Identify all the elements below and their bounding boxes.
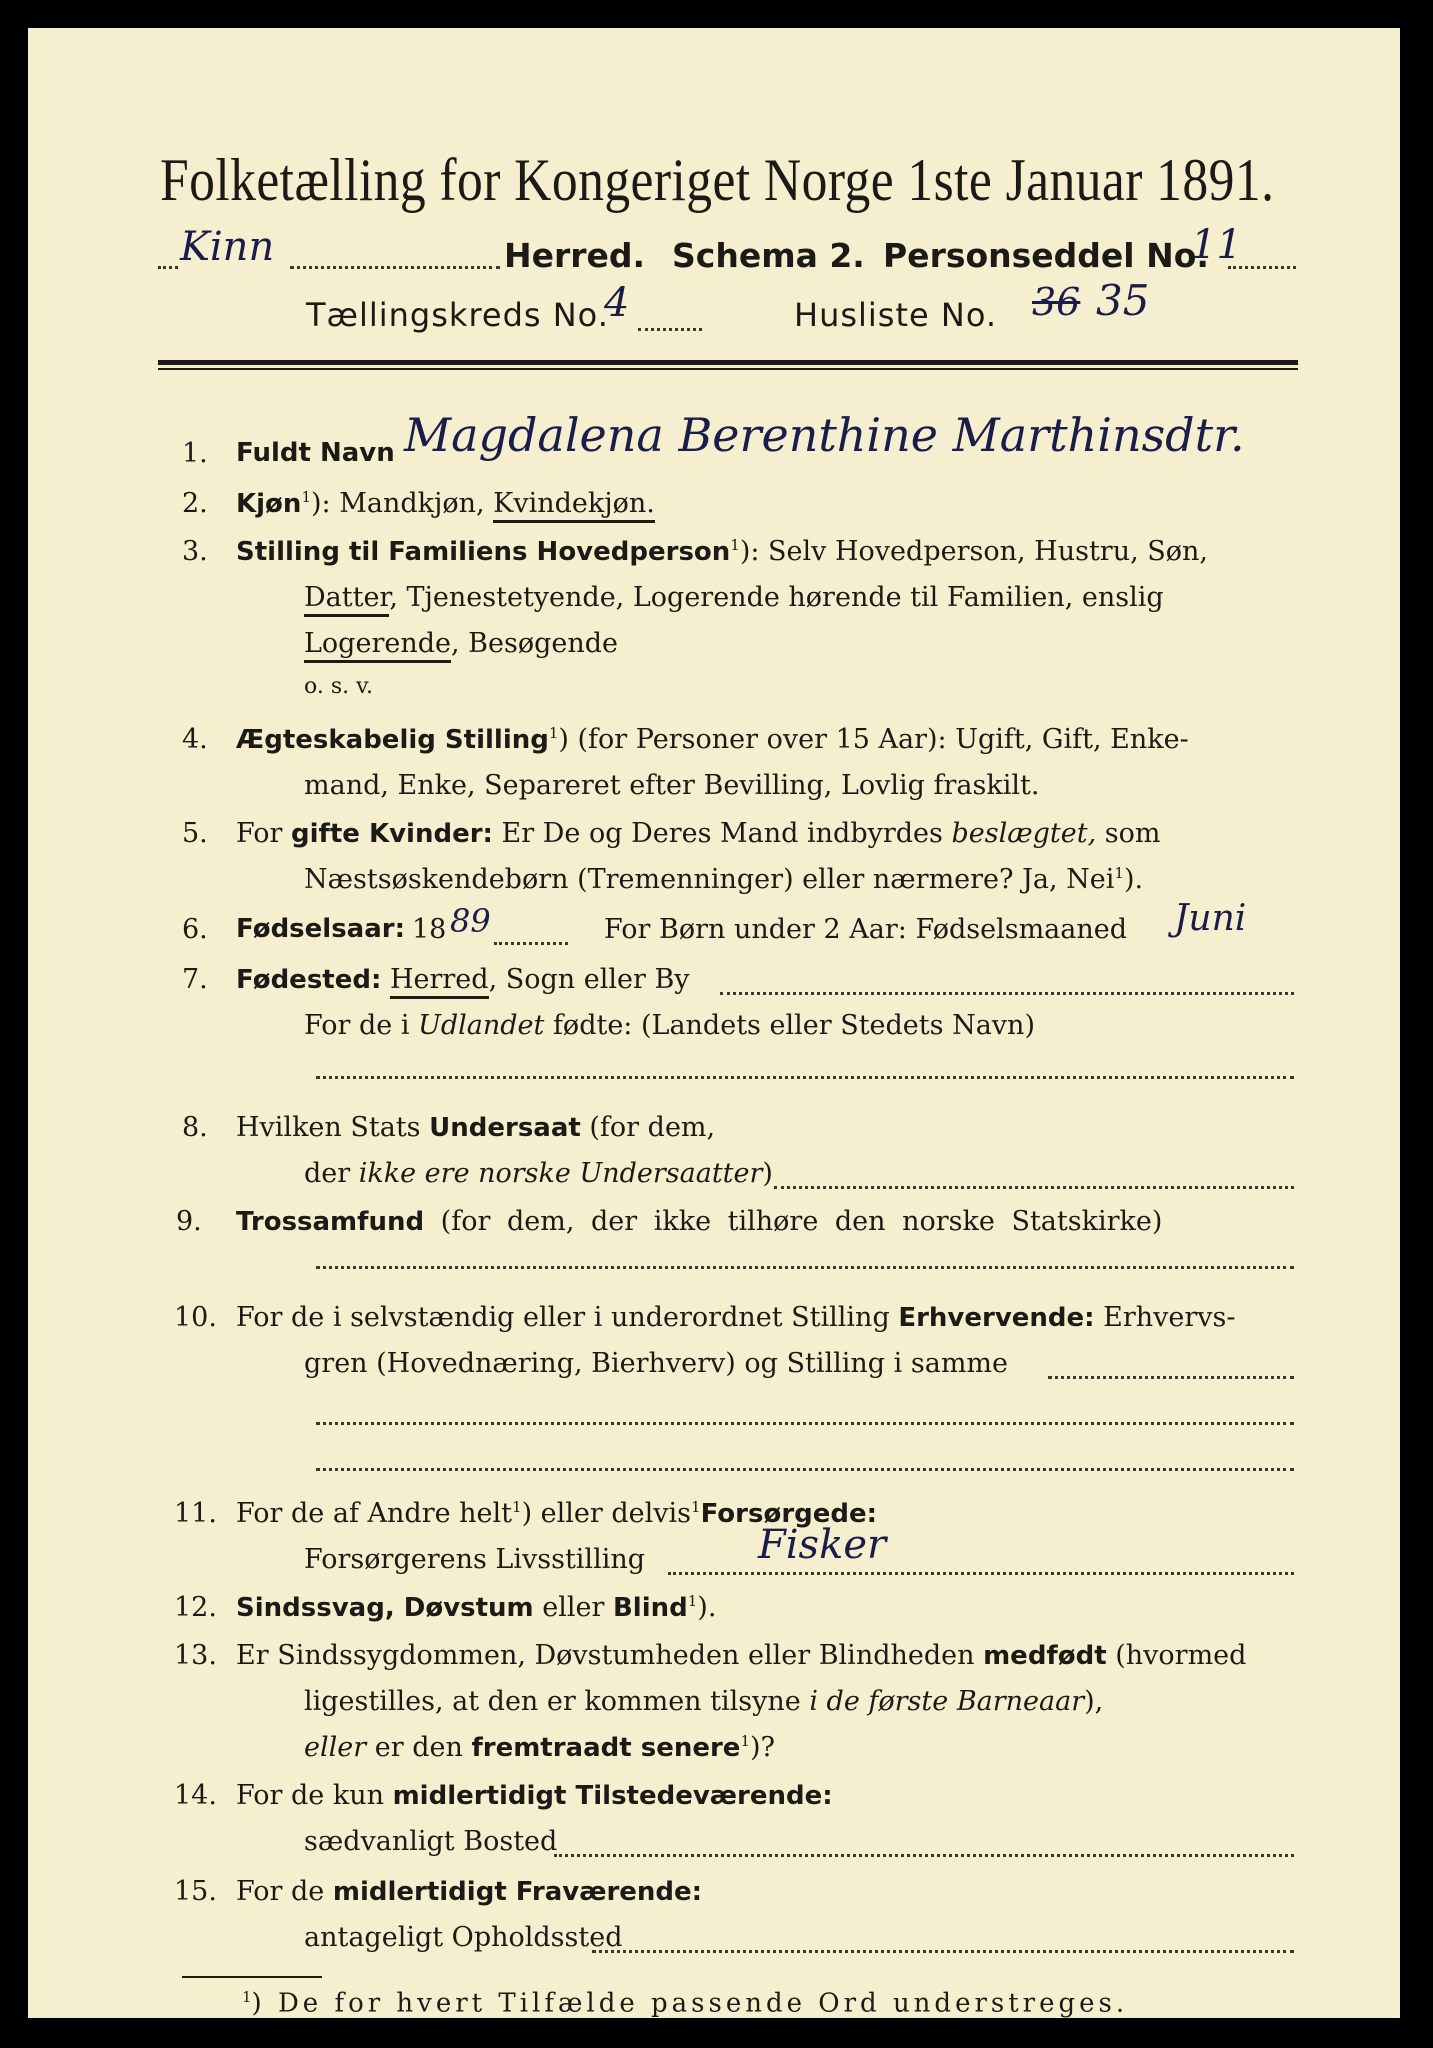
dotted-line	[1048, 1376, 1294, 1379]
field-number: 5.	[182, 818, 208, 849]
field-congenital-line2: ligestilles, at den er kommen tilsyne i de første Barneaar),	[304, 1686, 1104, 1717]
dotted-line	[554, 1854, 1294, 1857]
field-number: 14.	[174, 1780, 217, 1811]
field-number: 10.	[174, 1302, 217, 1333]
herred-label: Herred.	[504, 236, 646, 275]
birth-month-label: For Børn under 2 Aar: Fødselsmaaned	[604, 914, 1128, 945]
field-temporary-absent: For de midlertidigt Fraværende:	[236, 1876, 703, 1907]
field-number: 7.	[182, 964, 208, 995]
divider	[158, 368, 1298, 370]
dotted-line	[316, 1266, 1294, 1269]
field-marital-status: Ægteskabelig Stilling$^1$) (for Personer over 15 Aar): Ugift, Gift, Enke-	[236, 724, 1189, 755]
field-birthplace: Fødested: Herred, Sogn eller By	[236, 964, 690, 995]
dotted-line	[290, 266, 500, 269]
field-disability: Sindssvag, Døvstum eller Blind$^1$).	[236, 1592, 717, 1623]
field-occupation-line2: gren (Hovednæring, Bierhverv) og Stilling i samme	[304, 1348, 1009, 1379]
field-number: 1.	[182, 438, 208, 469]
dotted-line	[638, 328, 702, 331]
dotted-line	[774, 1186, 1294, 1189]
field-citizenship: Hvilken Stats Undersaat (for dem,	[236, 1112, 716, 1143]
field-number: 15.	[174, 1876, 217, 1907]
dotted-line	[316, 1422, 1294, 1425]
dotted-line	[316, 1076, 1294, 1079]
census-form	[28, 28, 1400, 2018]
dotted-line	[720, 992, 1294, 995]
field-citizenship-line2: der ikke ere norske Undersaatter)	[304, 1158, 773, 1189]
field-number: 6.	[182, 914, 208, 945]
personseddel-label: Personseddel No.	[883, 236, 1209, 275]
schema-label: Schema 2.	[672, 236, 865, 275]
field-married-women-line2: Næstsøskendebørn (Tremenninger) eller nærmere? Ja, Nei$^1$).	[304, 864, 1144, 895]
footnote-divider	[182, 1976, 322, 1978]
provider-occupation-value: Fisker	[758, 1522, 887, 1568]
divider	[158, 360, 1298, 365]
field-dependents-line2: Forsørgerens Livsstilling	[304, 1544, 646, 1575]
page-title: Folketælling for Kongeriget Norge 1ste Januar 1891.	[160, 147, 1275, 213]
field-number: 9.	[176, 1206, 202, 1237]
dotted-line	[316, 1468, 1294, 1471]
personseddel-number: 11	[1191, 222, 1242, 268]
field-occupation: For de i selvstændig eller i underordnet Stilling Erhvervende: Erhvervs-	[236, 1302, 1236, 1333]
field-dependents: For de af Andre helt$^1$) eller delvis$^1$Forsørgede:	[236, 1498, 878, 1529]
dotted-line	[592, 1950, 1294, 1953]
field-religion: Trossamfund (for dem, der ikke tilhøre den norske Statskirke)	[236, 1206, 1163, 1237]
field-number: 8.	[182, 1112, 208, 1143]
full-name-value: Magdalena Berenthine Marthinsdtr.	[404, 408, 1245, 462]
field-temporary-present-line2: sædvanligt Bosted	[304, 1826, 558, 1857]
field-number: 13.	[174, 1640, 217, 1671]
field-number: 11.	[174, 1498, 217, 1529]
birth-year-value: 89	[450, 902, 491, 940]
dotted-line	[494, 942, 568, 945]
taellingskreds-label: Tællingskreds No.	[306, 296, 609, 334]
field-gender: Kjøn$^1$): Mandkjøn, Kvindekjøn.	[236, 488, 655, 519]
field-congenital: Er Sindssygdommen, Døvstumheden eller Blindheden medfødt (hvormed	[236, 1640, 1247, 1671]
field-temporary-absent-line2: antageligt Opholdssted	[304, 1922, 623, 1953]
husliste-number: 35	[1096, 276, 1150, 325]
birth-month-value: Juni	[1174, 898, 1247, 939]
field-number: 4.	[182, 724, 208, 755]
field-number: 3.	[182, 536, 208, 567]
birth-year-label: Fødselsaar:	[236, 914, 405, 944]
birth-year-prefix: 18	[412, 914, 447, 945]
husliste-label: Husliste No.	[794, 296, 997, 334]
field-marital-status-line2: mand, Enke, Separeret efter Bevilling, Lovlig fraskilt.	[304, 770, 1040, 801]
full-name-label: Fuldt Navn	[236, 438, 395, 468]
field-family-position-line3: Logerende, Besøgende	[304, 628, 618, 659]
field-family-position-line4: o. s. v.	[304, 674, 373, 699]
field-birthplace-line2: For de i Udlandet fødte: (Landets eller Stedets Navn)	[304, 1010, 1035, 1041]
dotted-line	[158, 266, 178, 269]
field-temporary-present: For de kun midlertidigt Tilstedeværende:	[236, 1780, 833, 1811]
taellingskreds-number: 4	[604, 280, 630, 326]
field-number: 12.	[174, 1592, 217, 1623]
field-number: 2.	[182, 488, 208, 519]
field-family-position-line2: Datter, Tjenestetyende, Logerende hørende til Familien, enslig	[304, 582, 1164, 613]
field-married-women: For gifte Kvinder: Er De og Deres Mand indbyrdes beslægtet, som	[236, 818, 1161, 849]
field-congenital-line3: eller er den fremtraadt senere$^1$)?	[304, 1732, 776, 1763]
field-family-position: Stilling til Familiens Hovedperson$^1$): Selv Hovedperson, Hustru, Søn,	[236, 536, 1208, 567]
dotted-line	[668, 1572, 1294, 1575]
dotted-line	[1228, 266, 1296, 269]
footnote: $^1$) De for hvert Tilfælde passende Ord understreges.	[242, 1988, 1129, 2019]
husliste-number-struck: 36	[1032, 280, 1081, 324]
herred-handwritten: Kinn	[180, 224, 275, 270]
